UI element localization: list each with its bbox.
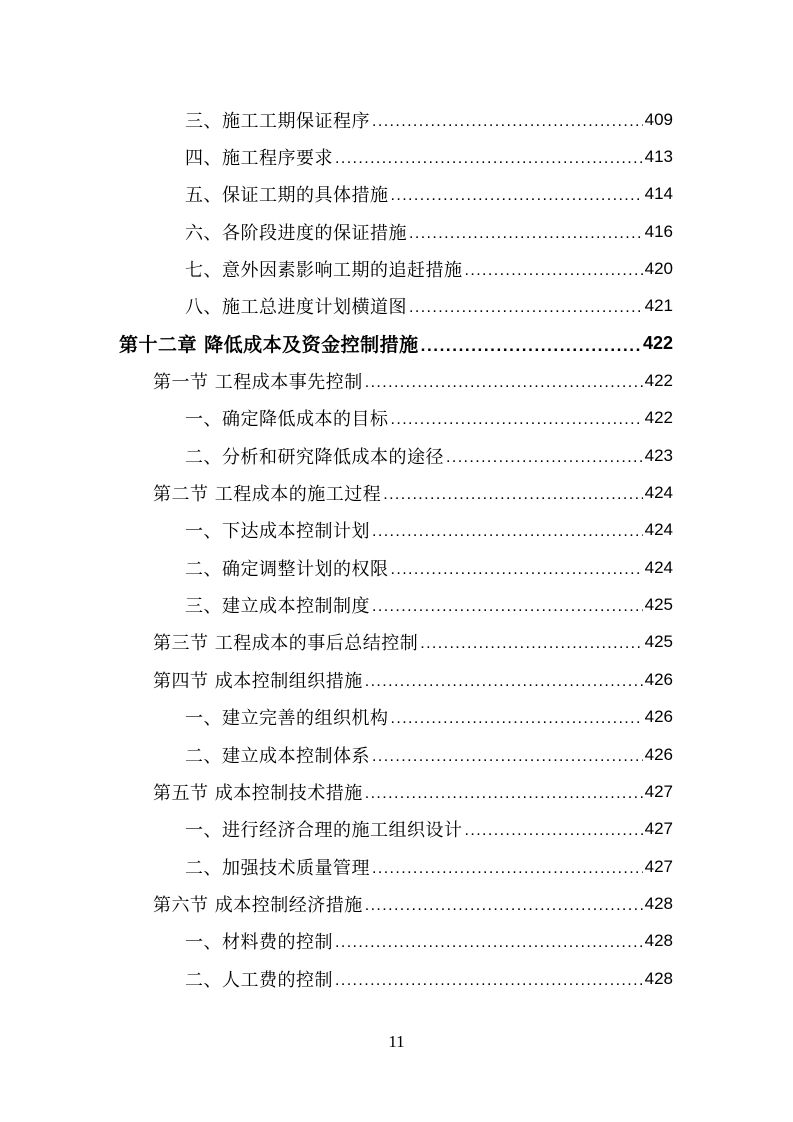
toc-entry[interactable] <box>185 138 673 175</box>
toc-leader-dots <box>465 822 643 840</box>
toc-entry[interactable] <box>185 288 673 325</box>
toc-entry[interactable] <box>185 923 673 960</box>
toc-entry-page: 426 <box>644 744 673 764</box>
table-of-contents <box>0 101 793 997</box>
toc-entry-page: 422 <box>644 408 673 428</box>
toc-entry[interactable] <box>185 176 673 213</box>
toc-leader-dots <box>391 561 643 579</box>
toc-entry-page: 428 <box>644 893 673 913</box>
toc-entry-page: 420 <box>644 259 673 279</box>
toc-entry-label: 一、进行经济合理的施工组织设计 <box>185 820 463 842</box>
toc-entry-label: 第一节 工程成本事先控制 <box>153 372 363 394</box>
toc-section-entry[interactable] <box>153 885 673 922</box>
toc-entry-label: 二、分析和研究降低成本的途径 <box>185 446 444 468</box>
toc-entry[interactable] <box>185 213 673 250</box>
toc-entry-page: 427 <box>644 781 673 801</box>
toc-entry-label: 四、施工程序要求 <box>185 148 333 170</box>
toc-entry-label: 六、各阶段进度的保证措施 <box>185 222 407 244</box>
toc-entry-label: 二、确定调整计划的权限 <box>185 558 389 580</box>
toc-section-entry[interactable] <box>153 474 673 511</box>
toc-entry-label: 第二节 工程成本的施工过程 <box>153 484 382 506</box>
toc-entry-page: 424 <box>644 483 673 503</box>
toc-leader-dots <box>365 785 643 803</box>
toc-leader-dots <box>465 262 643 280</box>
toc-entry[interactable] <box>185 960 673 997</box>
toc-entry-label: 一、材料费的控制 <box>185 932 333 954</box>
toc-entry-label: 三、建立成本控制制度 <box>185 596 370 618</box>
toc-entry[interactable] <box>185 811 673 848</box>
toc-entry[interactable] <box>185 736 673 773</box>
toc-leader-dots <box>391 187 643 205</box>
toc-entry-page: 425 <box>644 595 673 615</box>
toc-entry-page: 423 <box>644 445 673 465</box>
toc-leader-dots <box>421 336 641 356</box>
toc-entry-page: 424 <box>644 520 673 540</box>
toc-section-entry[interactable] <box>153 661 673 698</box>
toc-leader-dots <box>391 411 643 429</box>
toc-leader-dots <box>391 710 643 728</box>
toc-entry-label: 一、下达成本控制计划 <box>185 521 370 543</box>
toc-entry[interactable] <box>185 699 673 736</box>
toc-leader-dots <box>372 860 643 878</box>
toc-entry-page: 425 <box>644 632 673 652</box>
toc-section-entry[interactable] <box>153 362 673 399</box>
toc-entry-label: 第十二章 降低成本及资金控制措施 <box>119 334 419 357</box>
toc-leader-dots <box>335 934 643 952</box>
toc-leader-dots <box>383 486 642 504</box>
toc-entry[interactable] <box>185 586 673 623</box>
toc-entry-label: 二、加强技术质量管理 <box>185 857 370 879</box>
toc-leader-dots <box>335 972 643 990</box>
toc-entry-label: 第三节 工程成本的事后总结控制 <box>153 633 419 655</box>
toc-leader-dots <box>446 449 643 467</box>
toc-entry-label: 第六节 成本控制经济措施 <box>153 894 363 916</box>
toc-entry-page: 422 <box>644 371 673 391</box>
toc-leader-dots <box>365 673 643 691</box>
toc-entry[interactable] <box>185 400 673 437</box>
toc-leader-dots <box>365 897 643 915</box>
toc-entry[interactable] <box>185 101 673 138</box>
page-number: 11 <box>388 1032 405 1051</box>
toc-entry-label: 第四节 成本控制组织措施 <box>153 670 363 692</box>
toc-entry[interactable] <box>185 549 673 586</box>
toc-leader-dots <box>365 374 643 392</box>
toc-section-entry[interactable] <box>153 773 673 810</box>
toc-entry-label: 一、确定降低成本的目标 <box>185 409 389 431</box>
toc-leader-dots <box>420 635 642 653</box>
toc-entry-label: 一、建立完善的组织机构 <box>185 708 389 730</box>
toc-entry-label: 八、施工总进度计划横道图 <box>185 297 407 319</box>
toc-entry-page: 414 <box>644 184 673 204</box>
toc-entry-page: 426 <box>644 707 673 727</box>
toc-entry-page: 427 <box>644 856 673 876</box>
toc-entry-page: 427 <box>644 819 673 839</box>
toc-entry[interactable] <box>185 848 673 885</box>
toc-entry[interactable] <box>185 512 673 549</box>
toc-entry-label: 七、意外因素影响工期的追赶措施 <box>185 260 463 282</box>
toc-entry[interactable] <box>185 250 673 287</box>
toc-entry-page: 421 <box>644 296 673 316</box>
toc-leader-dots <box>372 523 643 541</box>
toc-leader-dots <box>409 225 643 243</box>
toc-entry-page: 428 <box>644 931 673 951</box>
toc-section-entry[interactable] <box>153 624 673 661</box>
toc-entry-page: 409 <box>644 109 673 129</box>
toc-entry-page: 413 <box>644 147 673 167</box>
toc-leader-dots <box>372 113 643 131</box>
toc-entry-label: 第五节 成本控制技术措施 <box>153 782 363 804</box>
toc-entry-page: 426 <box>644 669 673 689</box>
toc-entry[interactable] <box>185 437 673 474</box>
toc-entry-page: 422 <box>642 333 673 354</box>
toc-entry-page: 428 <box>644 968 673 988</box>
toc-entry-label: 五、保证工期的具体措施 <box>185 185 389 207</box>
toc-chapter-entry[interactable] <box>119 325 673 362</box>
toc-leader-dots <box>409 299 643 317</box>
toc-leader-dots <box>372 748 643 766</box>
toc-entry-label: 二、建立成本控制体系 <box>185 745 370 767</box>
toc-entry-label: 三、施工工期保证程序 <box>185 110 370 132</box>
toc-entry-page: 424 <box>644 557 673 577</box>
toc-leader-dots <box>372 598 643 616</box>
toc-entry-page: 416 <box>644 221 673 241</box>
toc-leader-dots <box>335 150 643 168</box>
toc-entry-label: 二、人工费的控制 <box>185 969 333 991</box>
